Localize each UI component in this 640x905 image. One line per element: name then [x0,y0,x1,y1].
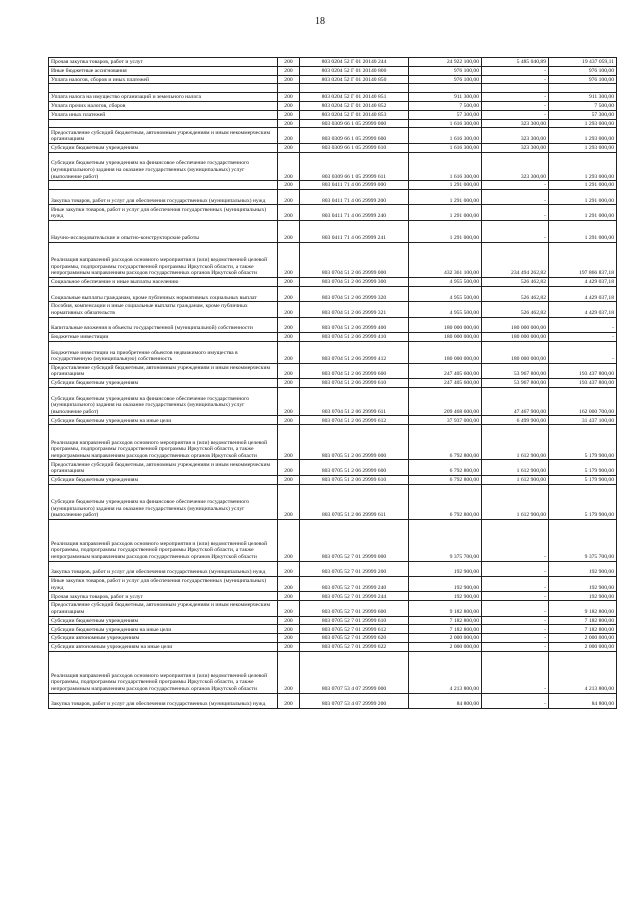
row-approved-amount-cell: 6 792 800,00 [409,425,482,460]
row-name-cell: Реализация направлений расходов основного мероприятия и (или) ведомственной целевой программы, подпрограммы государственной программы Иркутской области, а также непрограммным направлениям расходов государственных органов Иркутской области [49,242,278,277]
row-name-cell [49,119,278,128]
row-executed-amount-cell: 47 467 900,00 [482,387,549,416]
row-remaining-amount-cell: 976 100,00 [549,75,617,84]
row-admin-code-cell: 200 [278,181,300,190]
row-name-cell: Иные закупки товаров, работ и услуг для обеспечения государственных (муниципальных) нужд [49,205,278,220]
table-row [49,181,617,190]
row-executed-amount-cell: 53 967 800,00 [482,363,549,378]
row-classification-code-cell: 803 0704 51 2 06 29999 400 [300,317,409,332]
row-remaining-amount-cell: 192 900,00 [549,561,617,576]
row-executed-amount-cell: 323 300,00 [482,128,549,143]
row-executed-amount-cell: 526 462,82 [482,277,549,286]
row-admin-code-cell: 200 [278,128,300,143]
row-approved-amount-cell: 1 616 300,00 [409,152,482,181]
row-classification-code-cell: 803 0705 51 2 06 29999 611 [300,484,409,519]
row-admin-code-cell: 200 [278,577,300,592]
row-executed-amount-cell: - [482,181,549,190]
table-row [49,242,617,277]
row-name-cell [49,84,278,93]
row-admin-code-cell: 200 [278,625,300,634]
row-remaining-amount-cell: 911 300,00 [549,93,617,102]
row-name-cell: Прочая закупка товаров, работ и услуг [49,58,278,67]
row-name-cell: Предоставление субсидий бюджетным, автономным учреждениям и иным некоммерческим организациям [49,363,278,378]
table-row [49,277,617,286]
table-row [49,128,617,143]
table-row [49,425,617,460]
row-remaining-amount-cell: 2 000 000,00 [549,634,617,643]
table-row [49,332,617,341]
row-classification-code-cell: 803 0705 52 7 01 29999 240 [300,577,409,592]
row-executed-amount-cell: - [482,651,549,693]
row-admin-code-cell: 200 [278,101,300,110]
row-admin-code-cell: 200 [278,220,300,242]
row-approved-amount-cell: 247 405 600,00 [409,363,482,378]
row-approved-amount-cell: 84 800,00 [409,693,482,708]
row-name-cell: Субсидии бюджетным учреждениям на финансовое обеспечение государственного (муниципального) задания на оказание государственных (муниципальных) услуг (выполнение работ) [49,484,278,519]
row-remaining-amount-cell: 1 293 000,00 [549,119,617,128]
row-approved-amount-cell: 180 000 000,00 [409,317,482,332]
row-executed-amount-cell: - [482,693,549,708]
row-executed-amount-cell: - [482,519,549,561]
row-remaining-amount-cell: - [549,332,617,341]
row-remaining-amount-cell: - [549,317,617,332]
row-classification-code-cell: 803 0411 71 4 06 29999 241 [300,220,409,242]
table-row [49,616,617,625]
row-admin-code-cell: 200 [278,561,300,576]
row-executed-amount-cell: 1 612 900,00 [482,425,549,460]
row-admin-code-cell: 200 [278,143,300,152]
row-executed-amount-cell: - [482,577,549,592]
row-classification-code-cell: 803 0705 51 2 06 29999 610 [300,475,409,484]
row-name-cell: Предоставление субсидий бюджетным, автономным учреждениям и иным некоммерческим организациям [49,601,278,616]
table-row [49,317,617,332]
row-executed-amount-cell: 1 612 900,00 [482,475,549,484]
row-admin-code-cell: 200 [278,302,300,317]
row-executed-amount-cell: 234 494 262,82 [482,242,549,277]
row-classification-code-cell: 803 0705 52 7 01 29999 622 [300,642,409,651]
row-classification-code-cell: 803 0707 53 4 07 29999 200 [300,693,409,708]
row-approved-amount-cell: 24 922 100,00 [409,58,482,67]
table-row [49,205,617,220]
row-name-cell: Иные закупки товаров, работ и услуг для обеспечения государственных (муниципальных) нужд [49,577,278,592]
row-name-cell: Субсидии автономным учреждениям [49,634,278,643]
row-name-cell: Иные бюджетные ассигнования [49,66,278,75]
row-classification-code-cell: 803 0705 52 7 01 29999 612 [300,625,409,634]
row-classification-code-cell: 803 0705 52 7 01 29999 200 [300,561,409,576]
row-classification-code-cell: 803 0309 66 1 05 29999 000 [300,119,409,128]
row-remaining-amount-cell: 9 182 800,00 [549,601,617,616]
row-approved-amount-cell: 4 955 500,00 [409,302,482,317]
row-approved-amount-cell: 57 300,00 [409,110,482,119]
row-executed-amount-cell: - [482,110,549,119]
row-approved-amount-cell: 1 291 000,00 [409,220,482,242]
row-name-cell: Субсидии бюджетным учреждениям [49,143,278,152]
row-name-cell: Прочая закупка товаров, работ и услуг [49,592,278,601]
row-name-cell: Реализация направлений расходов основного мероприятия и (или) ведомственной целевой программы, подпрограммы государственной программы Иркутской области, а также непрограммным направлениям расходов государственных органов Иркутской области [49,651,278,693]
table-row [49,651,617,693]
row-admin-code-cell: 200 [278,317,300,332]
budget-table-body [49,58,617,709]
row-admin-code-cell: 200 [278,341,300,363]
row-executed-amount-cell: - [482,75,549,84]
row-classification-code-cell: 803 0707 53 4 07 29999 000 [300,651,409,693]
row-remaining-amount-cell: 19 437 059,11 [549,58,617,67]
row-classification-code-cell: 803 0309 66 1 05 29999 611 [300,152,409,181]
row-name-cell: Закупка товаров, работ и услуг для обеспечения государственных (муниципальных) нужд [49,561,278,576]
row-approved-amount-cell: 7 182 800,00 [409,625,482,634]
row-approved-amount-cell: 1 616 300,00 [409,119,482,128]
row-approved-amount-cell: 911 300,00 [409,93,482,102]
row-remaining-amount-cell: 162 000 700,00 [549,387,617,416]
row-approved-amount-cell: 1 616 300,00 [409,128,482,143]
row-name-cell: Субсидии бюджетным учреждениям [49,616,278,625]
row-classification-code-cell: 803 0704 51 2 06 29999 600 [300,363,409,378]
row-classification-code-cell [300,84,409,93]
row-approved-amount-cell: 1 291 000,00 [409,189,482,204]
row-admin-code-cell: 200 [278,616,300,625]
row-remaining-amount-cell: 7 182 800,00 [549,625,617,634]
table-row [49,152,617,181]
table-row [49,93,617,102]
table-row [49,341,617,363]
row-name-cell: Субсидии бюджетным учреждениям на финансовое обеспечение государственного (муниципального) задания на оказание государственных (муниципальных) услуг (выполнение работ) [49,387,278,416]
row-classification-code-cell: 803 0411 71 4 06 29999 240 [300,205,409,220]
row-admin-code-cell [278,84,300,93]
row-remaining-amount-cell: 4 213 800,00 [549,651,617,693]
row-remaining-amount-cell: 7 182 800,00 [549,616,617,625]
row-admin-code-cell: 200 [278,519,300,561]
row-remaining-amount-cell: 4 429 037,18 [549,302,617,317]
row-remaining-amount-cell: 193 437 800,00 [549,379,617,388]
row-classification-code-cell: 803 0204 52 Г 01 20140 244 [300,58,409,67]
row-remaining-amount-cell: 1 293 000,00 [549,152,617,181]
table-row [49,416,617,425]
row-admin-code-cell: 200 [278,592,300,601]
row-classification-code-cell: 803 0704 51 2 06 29999 412 [300,341,409,363]
table-row [49,101,617,110]
table-row [49,475,617,484]
row-name-cell: Уплата налога на имущество организаций и земельного налога [49,93,278,102]
row-executed-amount-cell: - [482,205,549,220]
row-name-cell: Закупка товаров, работ и услуг для обеспечения государственных (муниципальных) нужд [49,189,278,204]
table-row [49,189,617,204]
row-admin-code-cell: 200 [278,363,300,378]
row-admin-code-cell: 200 [278,425,300,460]
row-admin-code-cell: 200 [278,634,300,643]
row-admin-code-cell: 200 [278,601,300,616]
row-approved-amount-cell: 2 000 000,00 [409,634,482,643]
row-remaining-amount-cell: 192 900,00 [549,577,617,592]
table-row [49,302,617,317]
row-executed-amount-cell: 323 300,00 [482,143,549,152]
row-approved-amount-cell: 180 000 000,00 [409,332,482,341]
row-admin-code-cell: 200 [278,332,300,341]
row-name-cell: Субсидии автономным учреждениям на иные цели [49,642,278,651]
row-classification-code-cell: 803 0704 51 2 06 29999 611 [300,387,409,416]
row-approved-amount-cell: 192 900,00 [409,592,482,601]
row-approved-amount-cell: 6 792 800,00 [409,484,482,519]
row-approved-amount-cell: 7 182 800,00 [409,616,482,625]
table-row [49,363,617,378]
row-executed-amount-cell: 180 000 000,00 [482,317,549,332]
row-remaining-amount-cell: 1 291 000,00 [549,181,617,190]
row-executed-amount-cell: 323 300,00 [482,119,549,128]
row-remaining-amount-cell: 57 300,00 [549,110,617,119]
table-row [49,484,617,519]
row-classification-code-cell: 803 0705 51 2 06 29999 000 [300,425,409,460]
row-remaining-amount-cell: 5 179 900,00 [549,425,617,460]
table-row [49,387,617,416]
row-remaining-amount-cell: 193 437 800,00 [549,363,617,378]
row-executed-amount-cell: - [482,93,549,102]
page-number: 18 [315,16,325,27]
row-admin-code-cell: 200 [278,205,300,220]
row-admin-code-cell: 200 [278,242,300,277]
row-admin-code-cell: 200 [278,110,300,119]
row-name-cell: Закупка товаров, работ и услуг для обеспечения государственных (муниципальных) нужд [49,693,278,708]
row-admin-code-cell: 200 [278,484,300,519]
row-remaining-amount-cell: 5 179 900,00 [549,475,617,484]
row-classification-code-cell: 803 0204 52 Г 01 20140 851 [300,93,409,102]
row-remaining-amount-cell: 1 291 000,00 [549,220,617,242]
row-approved-amount-cell: 6 792 800,00 [409,460,482,475]
row-name-cell: Субсидии бюджетным учреждениям [49,475,278,484]
row-classification-code-cell: 803 0411 71 4 06 29999 200 [300,189,409,204]
row-executed-amount-cell: 180 000 000,00 [482,341,549,363]
row-name-cell [49,181,278,190]
row-remaining-amount-cell: 5 179 900,00 [549,460,617,475]
row-admin-code-cell: 200 [278,152,300,181]
table-row [49,110,617,119]
row-classification-code-cell: 803 0704 51 2 06 29999 000 [300,242,409,277]
row-admin-code-cell: 200 [278,416,300,425]
row-name-cell: Уплата иных платежей [49,110,278,119]
row-approved-amount-cell: 976 100,00 [409,75,482,84]
row-admin-code-cell: 200 [278,286,300,301]
row-approved-amount-cell: 192 900,00 [409,577,482,592]
row-remaining-amount-cell: 197 866 837,18 [549,242,617,277]
row-classification-code-cell: 803 0204 52 Г 01 20140 852 [300,101,409,110]
table-row [49,634,617,643]
row-executed-amount-cell: - [482,101,549,110]
row-classification-code-cell: 803 0411 71 4 06 29999 000 [300,181,409,190]
row-name-cell: Пособия, компенсации и иные социальные выплаты гражданам, кроме публичных нормативных обязательств [49,302,278,317]
row-classification-code-cell: 803 0704 51 2 06 29999 410 [300,332,409,341]
table-row [49,642,617,651]
row-executed-amount-cell [482,84,549,93]
table-row [49,286,617,301]
row-admin-code-cell: 200 [278,642,300,651]
table-row [49,460,617,475]
table-row [49,561,617,576]
row-name-cell: Субсидии бюджетным учреждениям [49,379,278,388]
row-approved-amount-cell: 4 213 800,00 [409,651,482,693]
row-admin-code-cell: 200 [278,66,300,75]
row-remaining-amount-cell: 192 900,00 [549,592,617,601]
row-approved-amount-cell: 9 182 800,00 [409,601,482,616]
row-classification-code-cell: 803 0705 52 7 01 29999 000 [300,519,409,561]
row-name-cell: Социальное обеспечение и иные выплаты населению [49,277,278,286]
row-remaining-amount-cell: 84 800,00 [549,693,617,708]
row-approved-amount-cell: 4 955 500,00 [409,277,482,286]
row-classification-code-cell: 803 0204 52 Г 01 20140 850 [300,75,409,84]
row-approved-amount-cell: 2 000 000,00 [409,642,482,651]
row-classification-code-cell: 803 0705 52 7 01 29999 620 [300,634,409,643]
row-admin-code-cell: 200 [278,277,300,286]
row-admin-code-cell: 200 [278,93,300,102]
row-name-cell: Предоставление субсидий бюджетным, автономным учреждениям и иным некоммерческим организациям [49,460,278,475]
row-approved-amount-cell: 37 937 000,00 [409,416,482,425]
row-remaining-amount-cell: 2 000 000,00 [549,642,617,651]
row-approved-amount-cell: 6 792 800,00 [409,475,482,484]
row-approved-amount-cell: 976 100,00 [409,66,482,75]
row-executed-amount-cell: 526 462,82 [482,286,549,301]
row-classification-code-cell: 803 0309 66 1 05 29999 610 [300,143,409,152]
row-classification-code-cell: 803 0705 52 7 01 29999 610 [300,616,409,625]
row-remaining-amount-cell: 1 291 000,00 [549,189,617,204]
row-executed-amount-cell: 323 300,00 [482,152,549,181]
table-row [49,379,617,388]
row-executed-amount-cell: 1 612 900,00 [482,484,549,519]
row-name-cell: Субсидии бюджетным учреждениям на иные цели [49,625,278,634]
row-admin-code-cell: 200 [278,189,300,204]
row-executed-amount-cell: 1 612 900,00 [482,460,549,475]
table-row [49,84,617,93]
row-executed-amount-cell: - [482,220,549,242]
row-executed-amount-cell: 5 485 040,89 [482,58,549,67]
row-classification-code-cell: 803 0704 51 2 06 29999 320 [300,286,409,301]
row-executed-amount-cell: - [482,601,549,616]
row-approved-amount-cell: 7 500,00 [409,101,482,110]
row-approved-amount-cell: 4 955 500,00 [409,286,482,301]
row-name-cell: Бюджетные инвестиции на приобретение объектов недвижимого имущества в государственную (муниципальную) собственность [49,341,278,363]
row-executed-amount-cell: - [482,561,549,576]
row-name-cell: Реализация направлений расходов основного мероприятия и (или) ведомственной целевой программы, подпрограммы государственной программы Иркутской области, а также непрограммным направлениям расходов государственных органов Иркутской области [49,425,278,460]
row-remaining-amount-cell: 1 293 000,00 [549,128,617,143]
row-executed-amount-cell: 526 462,82 [482,302,549,317]
row-classification-code-cell: 803 0204 52 Г 01 20140 853 [300,110,409,119]
row-name-cell: Реализация направлений расходов основного мероприятия и (или) ведомственной целевой программы, подпрограммы государственной программы Иркутской области, а также непрограммным направлениям расходов государственных органов Иркутской области [49,519,278,561]
table-row [49,601,617,616]
table-row [49,625,617,634]
row-remaining-amount-cell: 31 437 100,00 [549,416,617,425]
row-executed-amount-cell: - [482,625,549,634]
row-remaining-amount-cell: 1 291 000,00 [549,205,617,220]
table-row [49,75,617,84]
row-approved-amount-cell: 247 405 600,00 [409,379,482,388]
row-executed-amount-cell: 180 000 000,00 [482,332,549,341]
row-classification-code-cell: 803 0704 51 2 06 29999 321 [300,302,409,317]
row-name-cell: Предоставление субсидий бюджетным, автономным учреждениям и иным некоммерческим организациям [49,128,278,143]
table-row [49,119,617,128]
row-remaining-amount-cell: 976 100,00 [549,66,617,75]
row-executed-amount-cell: - [482,189,549,204]
row-executed-amount-cell: 6 499 900,00 [482,416,549,425]
row-approved-amount-cell: 432 361 100,00 [409,242,482,277]
row-name-cell: Уплата налогов, сборов и иных платежей [49,75,278,84]
budget-table [48,57,617,709]
table-row [49,693,617,708]
row-admin-code-cell: 200 [278,651,300,693]
row-remaining-amount-cell: - [549,341,617,363]
row-classification-code-cell: 803 0704 51 2 06 29999 612 [300,416,409,425]
row-approved-amount-cell: 1 616 300,00 [409,143,482,152]
row-classification-code-cell: 803 0705 51 2 06 29999 600 [300,460,409,475]
row-executed-amount-cell: - [482,642,549,651]
row-remaining-amount-cell: 1 293 000,00 [549,143,617,152]
row-approved-amount-cell [409,84,482,93]
row-approved-amount-cell: 192 900,00 [409,561,482,576]
row-admin-code-cell: 200 [278,460,300,475]
row-executed-amount-cell: 53 967 800,00 [482,379,549,388]
table-row [49,58,617,67]
row-classification-code-cell: 803 0204 52 Г 01 20140 800 [300,66,409,75]
row-approved-amount-cell: 1 291 000,00 [409,205,482,220]
row-remaining-amount-cell: 9 375 700,00 [549,519,617,561]
row-name-cell: Бюджетные инвестиции [49,332,278,341]
row-name-cell: Социальные выплаты гражданам, кроме публичных нормативных социальных выплат [49,286,278,301]
row-approved-amount-cell: 1 291 000,00 [409,181,482,190]
row-executed-amount-cell: - [482,592,549,601]
row-admin-code-cell: 200 [278,119,300,128]
table-row [49,66,617,75]
table-row [49,577,617,592]
row-classification-code-cell: 803 0705 52 7 01 29999 244 [300,592,409,601]
row-classification-code-cell: 803 0704 51 2 06 29999 300 [300,277,409,286]
row-admin-code-cell: 200 [278,387,300,416]
row-remaining-amount-cell: 7 500,00 [549,101,617,110]
row-admin-code-cell: 200 [278,475,300,484]
row-name-cell: Научно-исследовательские и опытно-конструкторские работы [49,220,278,242]
row-remaining-amount-cell: 4 429 037,18 [549,286,617,301]
row-executed-amount-cell: - [482,634,549,643]
row-approved-amount-cell: 209 468 600,00 [409,387,482,416]
row-remaining-amount-cell: 5 179 900,00 [549,484,617,519]
table-row [49,519,617,561]
row-approved-amount-cell: 9 375 700,00 [409,519,482,561]
row-name-cell: Субсидии бюджетным учреждениям на финансовое обеспечение государственного (муниципального) задания на оказание государственных (муниципальных) услуг (выполнение работ) [49,152,278,181]
row-remaining-amount-cell [549,84,617,93]
table-row [49,592,617,601]
row-approved-amount-cell: 180 000 000,00 [409,341,482,363]
row-executed-amount-cell: - [482,616,549,625]
table-row [49,143,617,152]
row-name-cell: Капитальные вложения в объекты государственной (муниципальной) собственности [49,317,278,332]
row-admin-code-cell: 200 [278,58,300,67]
row-admin-code-cell: 200 [278,75,300,84]
row-executed-amount-cell: - [482,66,549,75]
row-admin-code-cell: 200 [278,693,300,708]
row-name-cell: Субсидии бюджетным учреждениям на иные цели [49,416,278,425]
row-classification-code-cell: 803 0705 52 7 01 29999 600 [300,601,409,616]
row-classification-code-cell: 803 0704 51 2 06 29999 610 [300,379,409,388]
row-name-cell: Уплата прочих налогов, сборов [49,101,278,110]
row-admin-code-cell: 200 [278,379,300,388]
table-row [49,220,617,242]
row-remaining-amount-cell: 4 429 037,18 [549,277,617,286]
row-classification-code-cell: 803 0309 66 1 05 29999 600 [300,128,409,143]
